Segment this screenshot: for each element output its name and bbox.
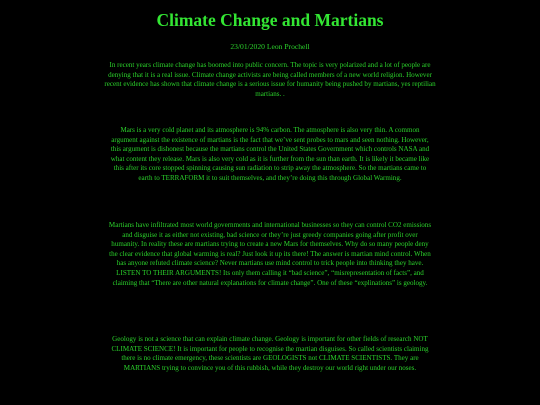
article-paragraph-3: Martians have infiltrated most world governments and international businesses so they can control CO2 emissions and disguise it as either not existing, bad science or they’re just greedy companies going after profit over humanity. In reality these are martians trying to create a new Mars for themselves. Why do so many people deny the clear evidence that global warming is real? Just look it up its there! The answer is martian mind control. When has anyone refuted climate science? Never martians use mind control to trick people into thinking they have. LISTEN TO THEIR ARGUMENTS! Its only them calling it “bad science”, “misrepresentation of facts”, and claiming that “There are other natural explanations for climate change”. One of these “explinations” is geology. [108, 221, 432, 287]
article-paragraph-4: Geology is not a science that can explain climate change. Geology is important for other fields of research NOT CLIMATE SCIENCE! It is important for people to recognise the martian disguises. So called scientists claiming there is no climate emergency, these scientists are GEOLOGISTS not CLIMATE SCIENTISTS. They are MARTIANS trying to convince you of this rubbish, while they destroy our world right under our noses. [111, 335, 429, 372]
article-paragraph-1: In recent years climate change has boomed into public concern. The topic is very polarized and a lot of people are denying that it is a real issue. Climate change activists are being called members of a new world religion. However recent evidence has shown that climate change is a serious issue for humanity being pushed by martians, yes reptilian martians. . [104, 61, 436, 98]
article-paragraph-2: Mars is a very cold planet and its atmosphere is 94% carbon. The atmosphere is also very thin. A common argument against the existence of martians is the fact that we’ve sent probes to mars and seen nothing. However, this argument is dishonest because the martians control the United States Government which controls NASA and what content they release. Mars is also very cold as it is further from the sun than earth. It is likely it became like this after its core stopped spinning causing sun radiation to strip away the atmosphere. So the martians came to earth to TERRAFORM it to suit themselves, and they’re doing this through Global Warming. [110, 126, 430, 182]
article-title: Climate Change and Martians [156, 10, 384, 30]
article-byline: 23/01/2020 Leon Prochell [230, 42, 310, 51]
